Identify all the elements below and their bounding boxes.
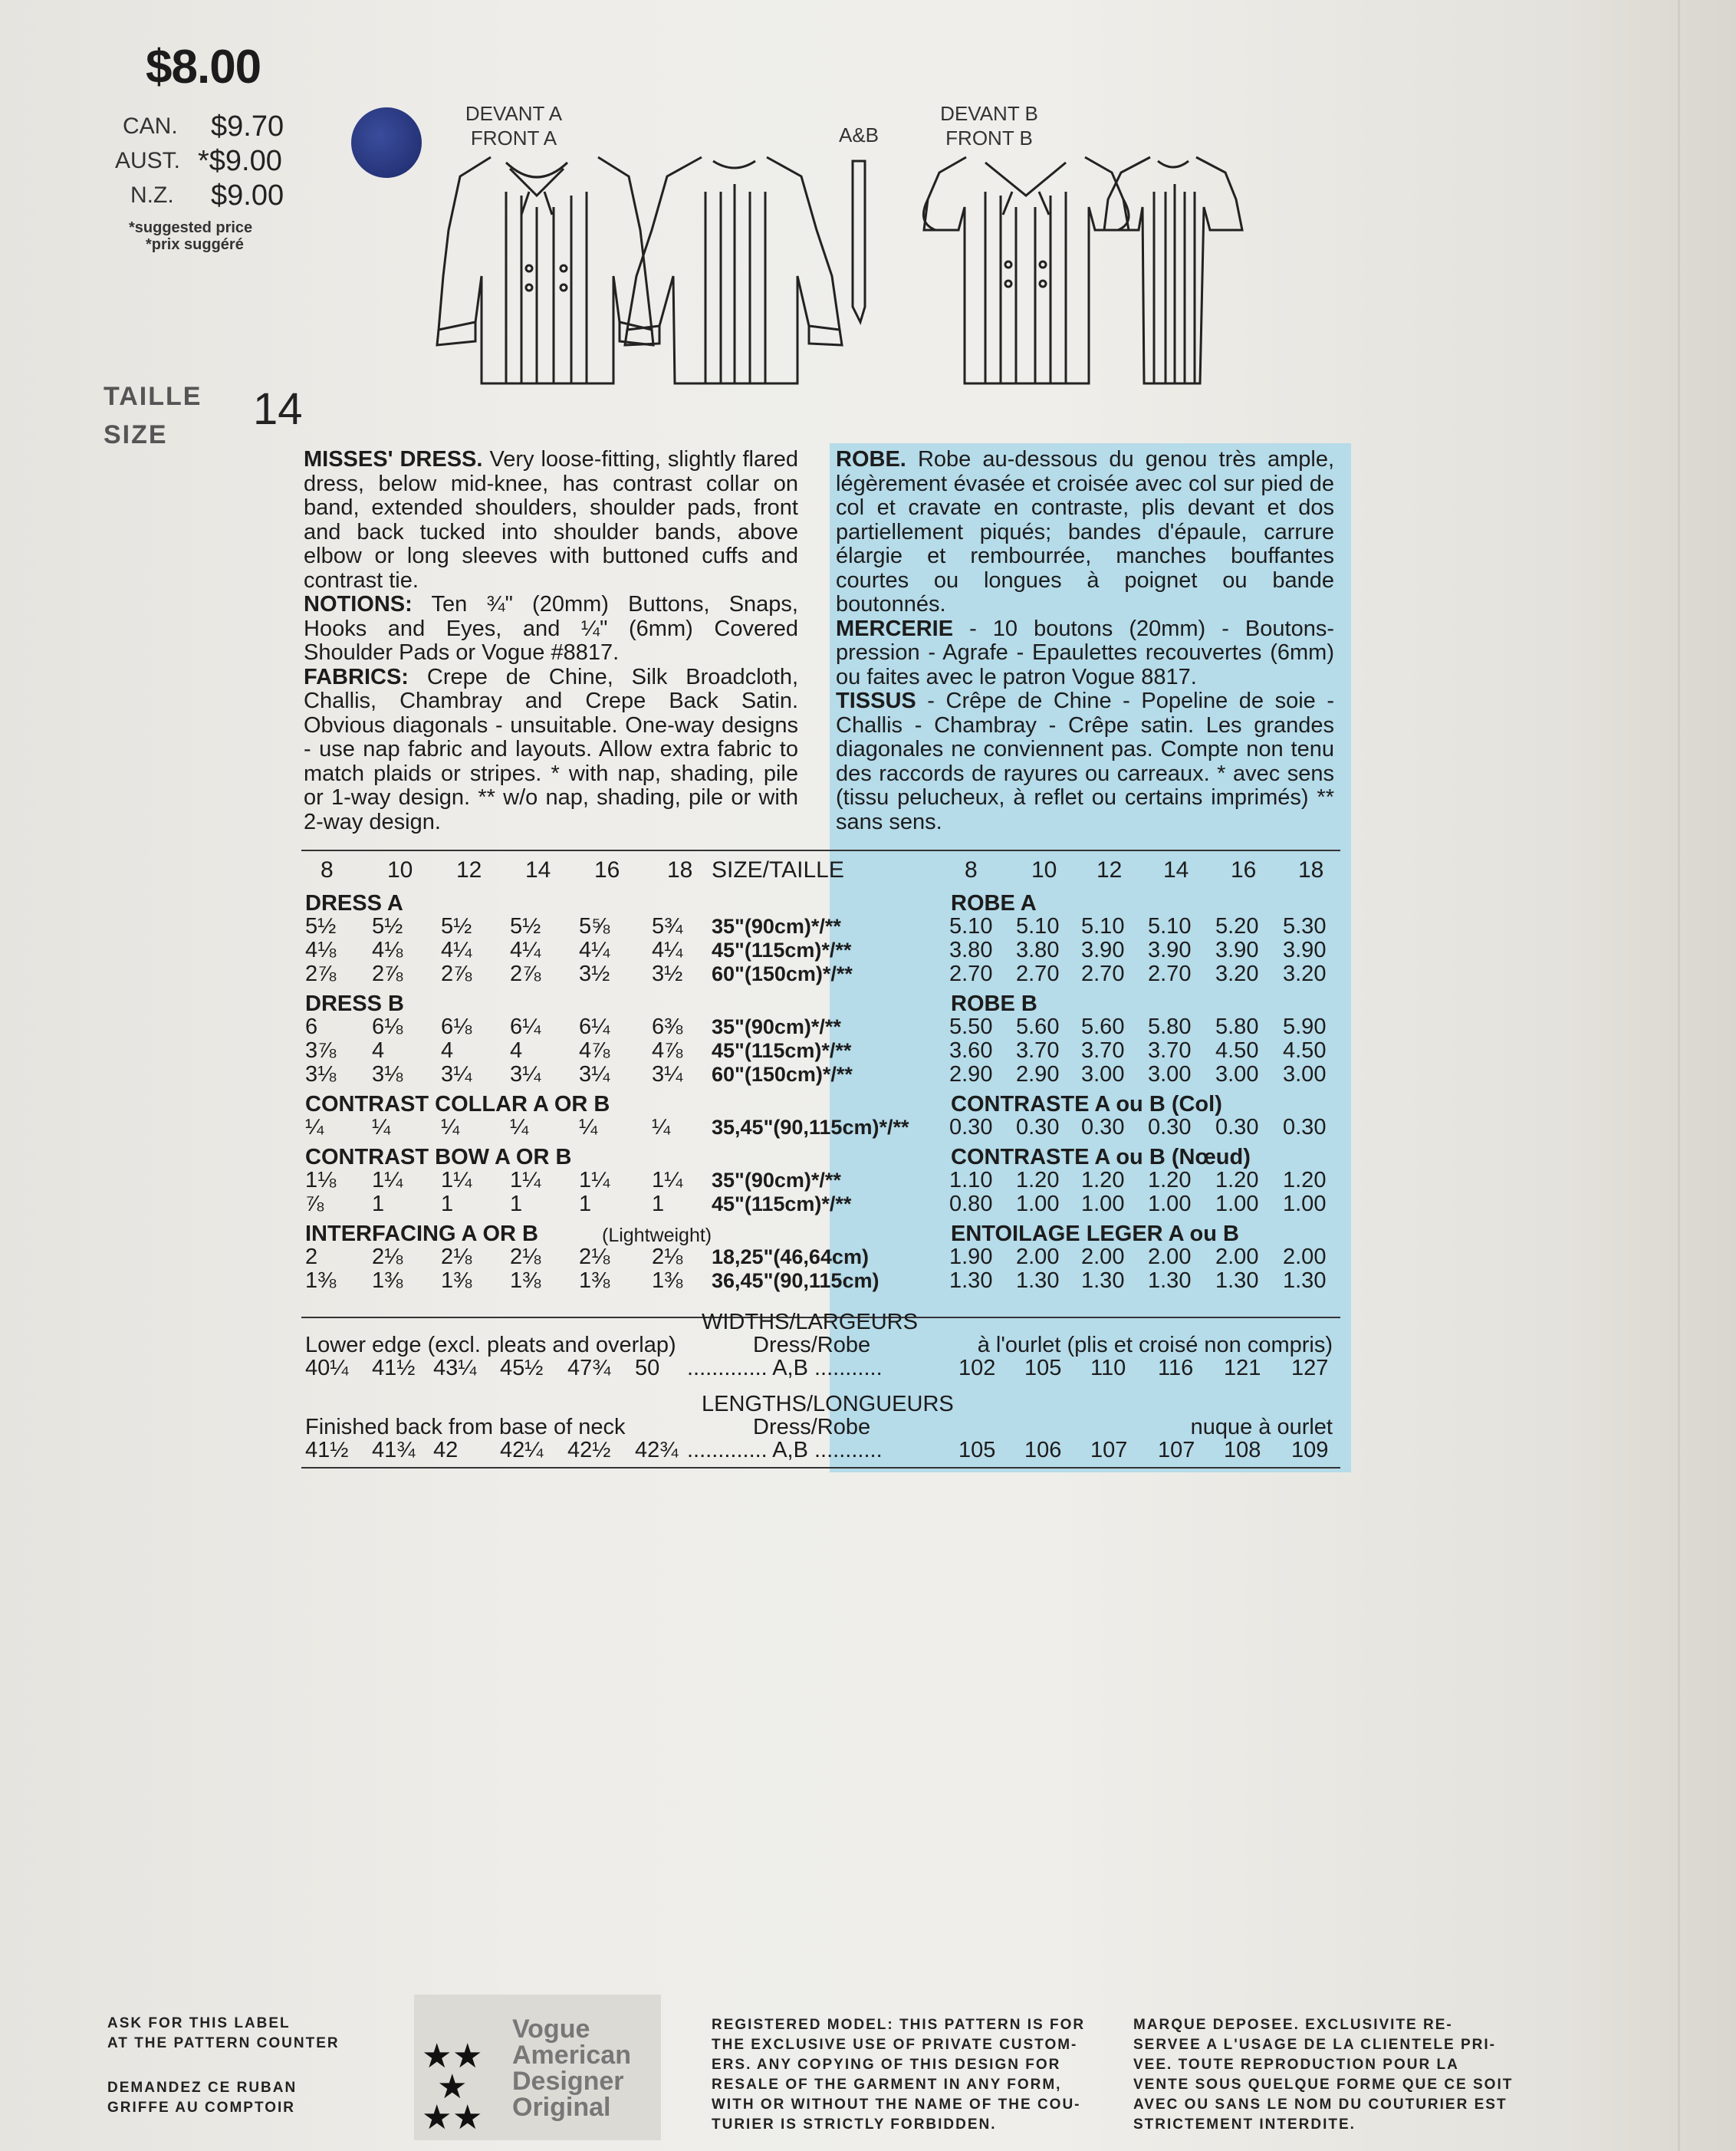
meterage-cell: 5.10: [1148, 914, 1192, 939]
meterage-cell: 1.00: [1283, 1192, 1327, 1216]
size-header-m: 8: [965, 857, 978, 883]
yardage-cell: ¼: [579, 1115, 598, 1140]
section-title-fr: CONTRASTE A ou B (Col): [951, 1092, 1222, 1117]
section-title-fr: CONTRASTE A ou B (Nœud): [951, 1145, 1251, 1169]
meterage-cell: 3.70: [1148, 1038, 1192, 1063]
fabric-width-cell: 18,25"(46,64cm): [712, 1245, 869, 1268]
yardage-cell: 2⅛: [510, 1245, 541, 1269]
widths-cm-cell: 102: [958, 1356, 996, 1380]
price-region-value: $9.70: [211, 110, 284, 143]
yardage-cell: 1: [652, 1192, 665, 1216]
meterage-cell: 0.30: [949, 1115, 993, 1140]
meterage-cell: 2.70: [1148, 962, 1192, 986]
fabric-width-cell: 35"(90cm)*/**: [712, 1015, 841, 1038]
yardage-cell: 1⅜: [510, 1268, 541, 1293]
size-header-m: 18: [1298, 857, 1324, 883]
meterage-cell: 1.00: [1148, 1192, 1192, 1216]
meterage-cell: 3.00: [1215, 1062, 1259, 1087]
section-title-fr: ROBE B: [951, 992, 1037, 1016]
size-header-yd: 10: [387, 857, 413, 883]
meterage-cell: 3.60: [949, 1038, 993, 1063]
yardage-cell: 6¼: [510, 1015, 541, 1039]
yardage-cell: ¼: [372, 1115, 391, 1140]
widths-left-label: Lower edge (excl. pleats and overlap): [305, 1333, 676, 1357]
meterage-cell: 1.00: [1016, 1192, 1060, 1216]
widths-title: WIDTHS/LARGEURS: [702, 1310, 918, 1334]
lengths-inch-cell: 41¾: [372, 1438, 416, 1462]
lengths-views: ............. A,B ...........: [687, 1438, 883, 1462]
meterage-cell: 3.20: [1283, 962, 1327, 986]
meterage-cell: 4.50: [1215, 1038, 1259, 1063]
logo-text: Vogue American Designer Original: [512, 2015, 631, 2122]
yardage-cell: 3⅞: [305, 1038, 337, 1063]
widths-cm-cell: 110: [1090, 1356, 1126, 1380]
yardage-cell: 6⅛: [372, 1015, 403, 1039]
section-title-fr: ENTOILAGE LEGER A ou B: [951, 1222, 1239, 1246]
meterage-cell: 2.00: [1148, 1245, 1192, 1269]
widths-inch-cell: 40¼: [305, 1356, 349, 1380]
widths-views: ............. A,B ...........: [687, 1356, 883, 1380]
yardage-cell: 4: [510, 1038, 523, 1063]
yardage-cell: 1¼: [652, 1168, 683, 1192]
yardage-cell: 3¼: [579, 1062, 610, 1087]
widths-cm-cell: 127: [1291, 1356, 1329, 1380]
fabric-width-cell: 45"(115cm)*/**: [712, 1192, 852, 1215]
lengths-cm-cell: 105: [958, 1438, 996, 1462]
yardage-cell: 2⅞: [372, 962, 403, 986]
meterage-cell: 1.20: [1081, 1168, 1125, 1192]
star-icon: ★: [437, 2068, 468, 2106]
yardage-cell: 4: [372, 1038, 385, 1063]
yardage-cell: 2⅛: [441, 1245, 472, 1269]
lengths-cm-cell: 109: [1291, 1438, 1329, 1462]
meterage-cell: 5.90: [1283, 1015, 1327, 1039]
size-header-m: 14: [1163, 857, 1189, 883]
meterage-cell: 0.30: [1148, 1115, 1192, 1140]
yardage-cell: 3¼: [510, 1062, 541, 1087]
widths-inch-cell: 41½: [372, 1356, 416, 1380]
price-region-label: N.Z.: [130, 183, 174, 208]
yardage-cell: 2⅞: [510, 962, 541, 986]
widths-cm-cell: 116: [1158, 1356, 1194, 1380]
widths-right-label: à l'ourlet (plis et croisé non compris): [977, 1333, 1333, 1357]
fabric-width-cell: 60"(150cm)*/**: [712, 1063, 853, 1086]
meterage-cell: 3.90: [1081, 938, 1125, 962]
yardage-cell: ¼: [305, 1115, 324, 1140]
star-icon: ★: [422, 2038, 452, 2075]
meterage-cell: 3.90: [1283, 938, 1327, 962]
widths-inch-cell: 45½: [500, 1356, 544, 1380]
yardage-cell: 3½: [579, 962, 610, 986]
yardage-cell: 5½: [510, 914, 541, 939]
yardage-cell: 1⅛: [305, 1168, 337, 1192]
meterage-cell: 4.50: [1283, 1038, 1327, 1063]
meterage-cell: 2.00: [1283, 1245, 1327, 1269]
yardage-cell: 2⅛: [652, 1245, 683, 1269]
size-header-yd: 14: [525, 857, 551, 883]
widths-cm-cell: 121: [1224, 1356, 1261, 1380]
lengths-cm-cell: 106: [1024, 1438, 1062, 1462]
yardage-cell: 5¾: [652, 914, 683, 939]
meterage-cell: 5.80: [1215, 1015, 1259, 1039]
meterage-cell: 5.10: [949, 914, 993, 939]
yardage-cell: 5½: [305, 914, 337, 939]
yardage-cell: ¼: [510, 1115, 529, 1140]
lengths-inch-cell: 42¼: [500, 1438, 544, 1462]
yardage-cell: 4⅞: [579, 1038, 610, 1063]
fabric-width-cell: 35"(90cm)*/**: [712, 1169, 841, 1192]
size-header-label: SIZE/TAILLE: [712, 857, 844, 883]
widths-inch-cell: 47¾: [567, 1356, 611, 1380]
widths-cm-cell: 105: [1024, 1356, 1062, 1380]
meterage-cell: 3.70: [1016, 1038, 1060, 1063]
yardage-cell: 6¼: [579, 1015, 610, 1039]
yardage-cell: 1¼: [579, 1168, 610, 1192]
meterage-cell: 1.20: [1215, 1168, 1259, 1192]
yardage-cell: 4⅞: [652, 1038, 683, 1063]
meterage-cell: 2.00: [1215, 1245, 1259, 1269]
yardage-cell: 6: [305, 1015, 318, 1039]
meterage-cell: 0.30: [1215, 1115, 1259, 1140]
meterage-cell: 1.30: [949, 1268, 993, 1293]
meterage-cell: 1.20: [1283, 1168, 1327, 1192]
star-icon: ★: [452, 2099, 483, 2136]
back-a-sketch: [625, 157, 842, 383]
price-region-label: AUST.: [115, 148, 181, 173]
yardage-cell: 2: [305, 1245, 318, 1269]
fabric-width-cell: 45"(115cm)*/**: [712, 1039, 852, 1062]
meterage-cell: 2.90: [1016, 1062, 1060, 1087]
star-icon: ★: [422, 2099, 452, 2136]
meterage-cell: 3.00: [1081, 1062, 1125, 1087]
meterage-cell: 2.00: [1016, 1245, 1060, 1269]
meterage-cell: 0.30: [1081, 1115, 1125, 1140]
yardage-cell: 1: [441, 1192, 454, 1216]
lengths-inch-cell: 42½: [567, 1438, 611, 1462]
price-region-label: CAN.: [123, 113, 178, 139]
meterage-cell: 3.90: [1148, 938, 1192, 962]
meterage-cell: 1.30: [1016, 1268, 1060, 1293]
fabric-width-cell: 45"(115cm)*/**: [712, 939, 852, 962]
suggested-price-note: *suggested price: [129, 219, 253, 236]
meterage-cell: 1.30: [1148, 1268, 1192, 1293]
star-icon: ★: [452, 2038, 483, 2075]
meterage-cell: 2.00: [1081, 1245, 1125, 1269]
table-top-rule: [301, 850, 1340, 851]
yardage-cell: 6⅛: [441, 1015, 472, 1039]
meterage-cell: 1.20: [1148, 1168, 1192, 1192]
yardage-cell: 6⅜: [652, 1015, 683, 1039]
widths-mid-label: Dress/Robe: [753, 1333, 871, 1357]
lengths-inch-cell: 42: [433, 1438, 459, 1462]
meterage-cell: 2.70: [1081, 962, 1125, 986]
yardage-cell: 1: [579, 1192, 592, 1216]
yardage-cell: 3⅛: [372, 1062, 403, 1087]
size-value: 14: [253, 384, 303, 434]
lengths-right-label: nuque à ourlet: [1190, 1415, 1333, 1439]
back-b-sketch: [1104, 157, 1242, 383]
size-header-m: 10: [1031, 857, 1057, 883]
yardage-cell: ⅞: [305, 1192, 324, 1216]
yardage-cell: 4¼: [510, 938, 541, 962]
yardage-cell: ¼: [652, 1115, 671, 1140]
lengths-left-label: Finished back from base of neck: [305, 1415, 626, 1439]
yardage-cell: 5½: [441, 914, 472, 939]
widths-inch-cell: 50: [635, 1356, 660, 1380]
ask-label-en: ASK FOR THIS LABEL AT THE PATTERN COUNTER: [107, 2015, 340, 2051]
fabric-width-cell: 36,45"(90,115cm): [712, 1269, 880, 1292]
meterage-cell: 1.30: [1081, 1268, 1125, 1293]
meterage-cell: 2.90: [949, 1062, 993, 1087]
ask-label-fr: DEMANDEZ CE RUBAN GRIFFE AU COMPTOIR: [107, 2080, 298, 2116]
meterage-cell: 5.10: [1016, 914, 1060, 939]
yardage-cell: 5⅝: [579, 914, 610, 939]
description-fr: ROBE. Robe au-dessous du genou très ample, légèrement évasée et croisée avec col sur pied de col et cravate en contraste, plis devant et dos partiellement piqués; bandes d'épaule, carrure élargie et rembourrée, manches bouffantes courtes ou longues à poignet ou bande boutonnés. MERCERIE - 10 boutons (20mm) - Boutons-pression - Agrafe - Epaulettes recouvertes (6mm) ou faites avec le patron Vogue 8817. TISSUS - Crêpe de Chine - Popeline de soie - Challis - Chambray - Crêpe satin. Les grandes diagonales ne conviennent pas. Compte non tenu des raccords de rayures ou carreaux. * avec sens (tissu pelucheux, à reflet ou certains imprimés) ** sans sens.: [836, 447, 1335, 834]
size-header-yd: 12: [456, 857, 482, 883]
sketch-label-front-a: DEVANT A FRONT A: [465, 102, 563, 150]
meterage-cell: 5.60: [1016, 1015, 1060, 1039]
legal-notice-en: REGISTERED MODEL: THIS PATTERN IS FOR THE EXCLUSIVE USE OF PRIVATE CUSTOM- ERS. ANY COPYING OF THIS DESIGN FOR RESALE OF THE GARMENT IN ANY FORM, WITH OR WITHOUT THE NAME OF THE COU- TURIER IS STRICTLY FORBIDDEN.: [712, 2017, 1086, 2133]
meterage-cell: 1.00: [1081, 1192, 1125, 1216]
size-label: TAILLE SIZE: [104, 382, 202, 449]
meterage-cell: 0.30: [1283, 1115, 1327, 1140]
yardage-cell: 1⅜: [652, 1268, 683, 1293]
size-header-yd: 18: [667, 857, 693, 883]
yardage-cell: 4⅛: [305, 938, 337, 962]
yardage-cell: 4⅛: [372, 938, 403, 962]
fabric-width-cell: 35"(90cm)*/**: [712, 915, 841, 938]
fabric-width-cell: 35,45"(90,115cm)*/**: [712, 1116, 909, 1139]
size-header-yd: 16: [594, 857, 620, 883]
section-title-en: CONTRAST COLLAR A OR B: [305, 1092, 610, 1117]
yardage-cell: 1¼: [441, 1168, 472, 1192]
vogue-american-designer-logo: [414, 1995, 661, 2140]
section-title-en: CONTRAST BOW A OR B: [305, 1145, 572, 1169]
yardage-cell: 2⅛: [579, 1245, 610, 1269]
yardage-cell: 4: [441, 1038, 454, 1063]
size-header-m: 16: [1231, 857, 1257, 883]
section-subtitle-en: (Lightweight): [602, 1225, 712, 1246]
meterage-cell: 5.20: [1215, 914, 1259, 939]
yardage-cell: 1: [372, 1192, 385, 1216]
yardage-cell: 2⅛: [372, 1245, 403, 1269]
yardage-cell: 2⅞: [305, 962, 337, 986]
section-title-en: INTERFACING A OR B: [305, 1222, 538, 1246]
yardage-cell: 3½: [652, 962, 683, 986]
meterage-cell: 2.70: [949, 962, 993, 986]
meterage-cell: 3.20: [1215, 962, 1259, 986]
price-region-value: $9.00: [211, 179, 284, 212]
meterage-cell: 3.70: [1081, 1038, 1125, 1063]
meterage-cell: 3.00: [1283, 1062, 1327, 1087]
tie-sketch: [853, 161, 865, 322]
meterage-cell: 2.70: [1016, 962, 1060, 986]
lengths-cm-cell: 107: [1090, 1438, 1128, 1462]
front-b-sketch: [923, 157, 1129, 383]
yardage-cell: 1⅜: [579, 1268, 610, 1293]
lengths-title: LENGTHS/LONGUEURS: [702, 1392, 954, 1416]
meterage-cell: 5.30: [1283, 914, 1327, 939]
size-header-m: 12: [1097, 857, 1123, 883]
meterage-cell: 1.90: [949, 1245, 993, 1269]
section-title-fr: ROBE A: [951, 891, 1037, 916]
lengths-inch-cell: 42¾: [635, 1438, 679, 1462]
meterage-cell: 0.80: [949, 1192, 993, 1216]
meterage-cell: 5.50: [949, 1015, 993, 1039]
yardage-cell: 4¼: [441, 938, 472, 962]
meterage-cell: 1.30: [1283, 1268, 1327, 1293]
yardage-cell: 1⅜: [305, 1268, 337, 1293]
garment-sketches: [0, 0, 1736, 429]
lengths-cm-cell: 108: [1224, 1438, 1261, 1462]
meterage-cell: 5.60: [1081, 1015, 1125, 1039]
yardage-cell: 1⅜: [441, 1268, 472, 1293]
lengths-mid-label: Dress/Robe: [753, 1415, 871, 1439]
meterage-cell: 1.20: [1016, 1168, 1060, 1192]
front-a-sketch: [437, 157, 653, 383]
meterage-cell: 1.30: [1215, 1268, 1259, 1293]
sketch-label-ab: A&B: [838, 123, 880, 146]
yardage-cell: 3⅛: [305, 1062, 337, 1087]
section-title-en: DRESS A: [305, 891, 403, 916]
lengths-cm-cell: 107: [1158, 1438, 1195, 1462]
description-en: MISSES' DRESS. Very loose-fitting, slightly flared dress, below mid-knee, has contrast collar on band, extended shoulders, shoulder pads, front and back tucked into shoulder bands, above elbow or long sleeves with buttoned cuffs and contrast tie. NOTIONS: Ten ¾" (20mm) Buttons, Snaps, Hooks and Eyes, and ¼" (6mm) Covered Shoulder Pads or Vogue #8817. FABRICS: Crepe de Chine, Silk Broadcloth, Challis, Chambray and Crepe Back Satin. Obvious diagonals - unsuitable. One-way designs - use nap fabric and layouts. Allow extra fabric to match plaids or stripes. * with nap, shading, pile or 1-way design. ** w/o nap, shading, pile or with 2-way design.: [304, 447, 799, 834]
yardage-cell: 1⅜: [372, 1268, 403, 1293]
yardage-cell: 1: [510, 1192, 523, 1216]
meterage-cell: 3.00: [1148, 1062, 1192, 1087]
meterage-cell: 3.80: [949, 938, 993, 962]
price-region-value: *$9.00: [198, 145, 282, 177]
legal-notice-fr: MARQUE DEPOSEE. EXCLUSIVITE RE- SERVEE A L'USAGE DE LA CLIENTELE PRI- VEE. TOUTE REPRODUCTION POUR LA VENTE SOUS QUELQUE FORME QUE CE SOIT AVEC OU SANS LE NOM DU COUTURIER EST STRICTEMENT INTERDITE.: [1133, 2017, 1514, 2133]
price-main: $8.00: [146, 41, 261, 94]
yardage-cell: 1¼: [510, 1168, 541, 1192]
yardage-cell: 4¼: [652, 938, 683, 962]
fabric-width-cell: 60"(150cm)*/**: [712, 962, 853, 985]
yardage-cell: 3¼: [441, 1062, 472, 1087]
table-bottom-rule: [301, 1467, 1340, 1469]
yardage-cell: 1¼: [372, 1168, 403, 1192]
meterage-cell: 5.80: [1148, 1015, 1192, 1039]
meterage-cell: 1.00: [1215, 1192, 1259, 1216]
sketch-label-front-b: DEVANT B FRONT B: [940, 102, 1038, 150]
yardage-cell: 3¼: [652, 1062, 683, 1087]
suggested-price-note-fr: *prix suggéré: [146, 236, 244, 253]
widths-inch-cell: 43¼: [433, 1356, 477, 1380]
meterage-cell: 1.10: [949, 1168, 993, 1192]
yardage-cell: 4¼: [579, 938, 610, 962]
yardage-cell: 2⅞: [441, 962, 472, 986]
size-header-yd: 8: [321, 857, 334, 883]
section-title-en: DRESS B: [305, 992, 404, 1016]
yardage-cell: 5½: [372, 914, 403, 939]
lengths-inch-cell: 41½: [305, 1438, 349, 1462]
meterage-cell: 0.30: [1016, 1115, 1060, 1140]
meterage-cell: 3.90: [1215, 938, 1259, 962]
meterage-cell: 5.10: [1081, 914, 1125, 939]
yardage-cell: ¼: [441, 1115, 460, 1140]
meterage-cell: 3.80: [1016, 938, 1060, 962]
